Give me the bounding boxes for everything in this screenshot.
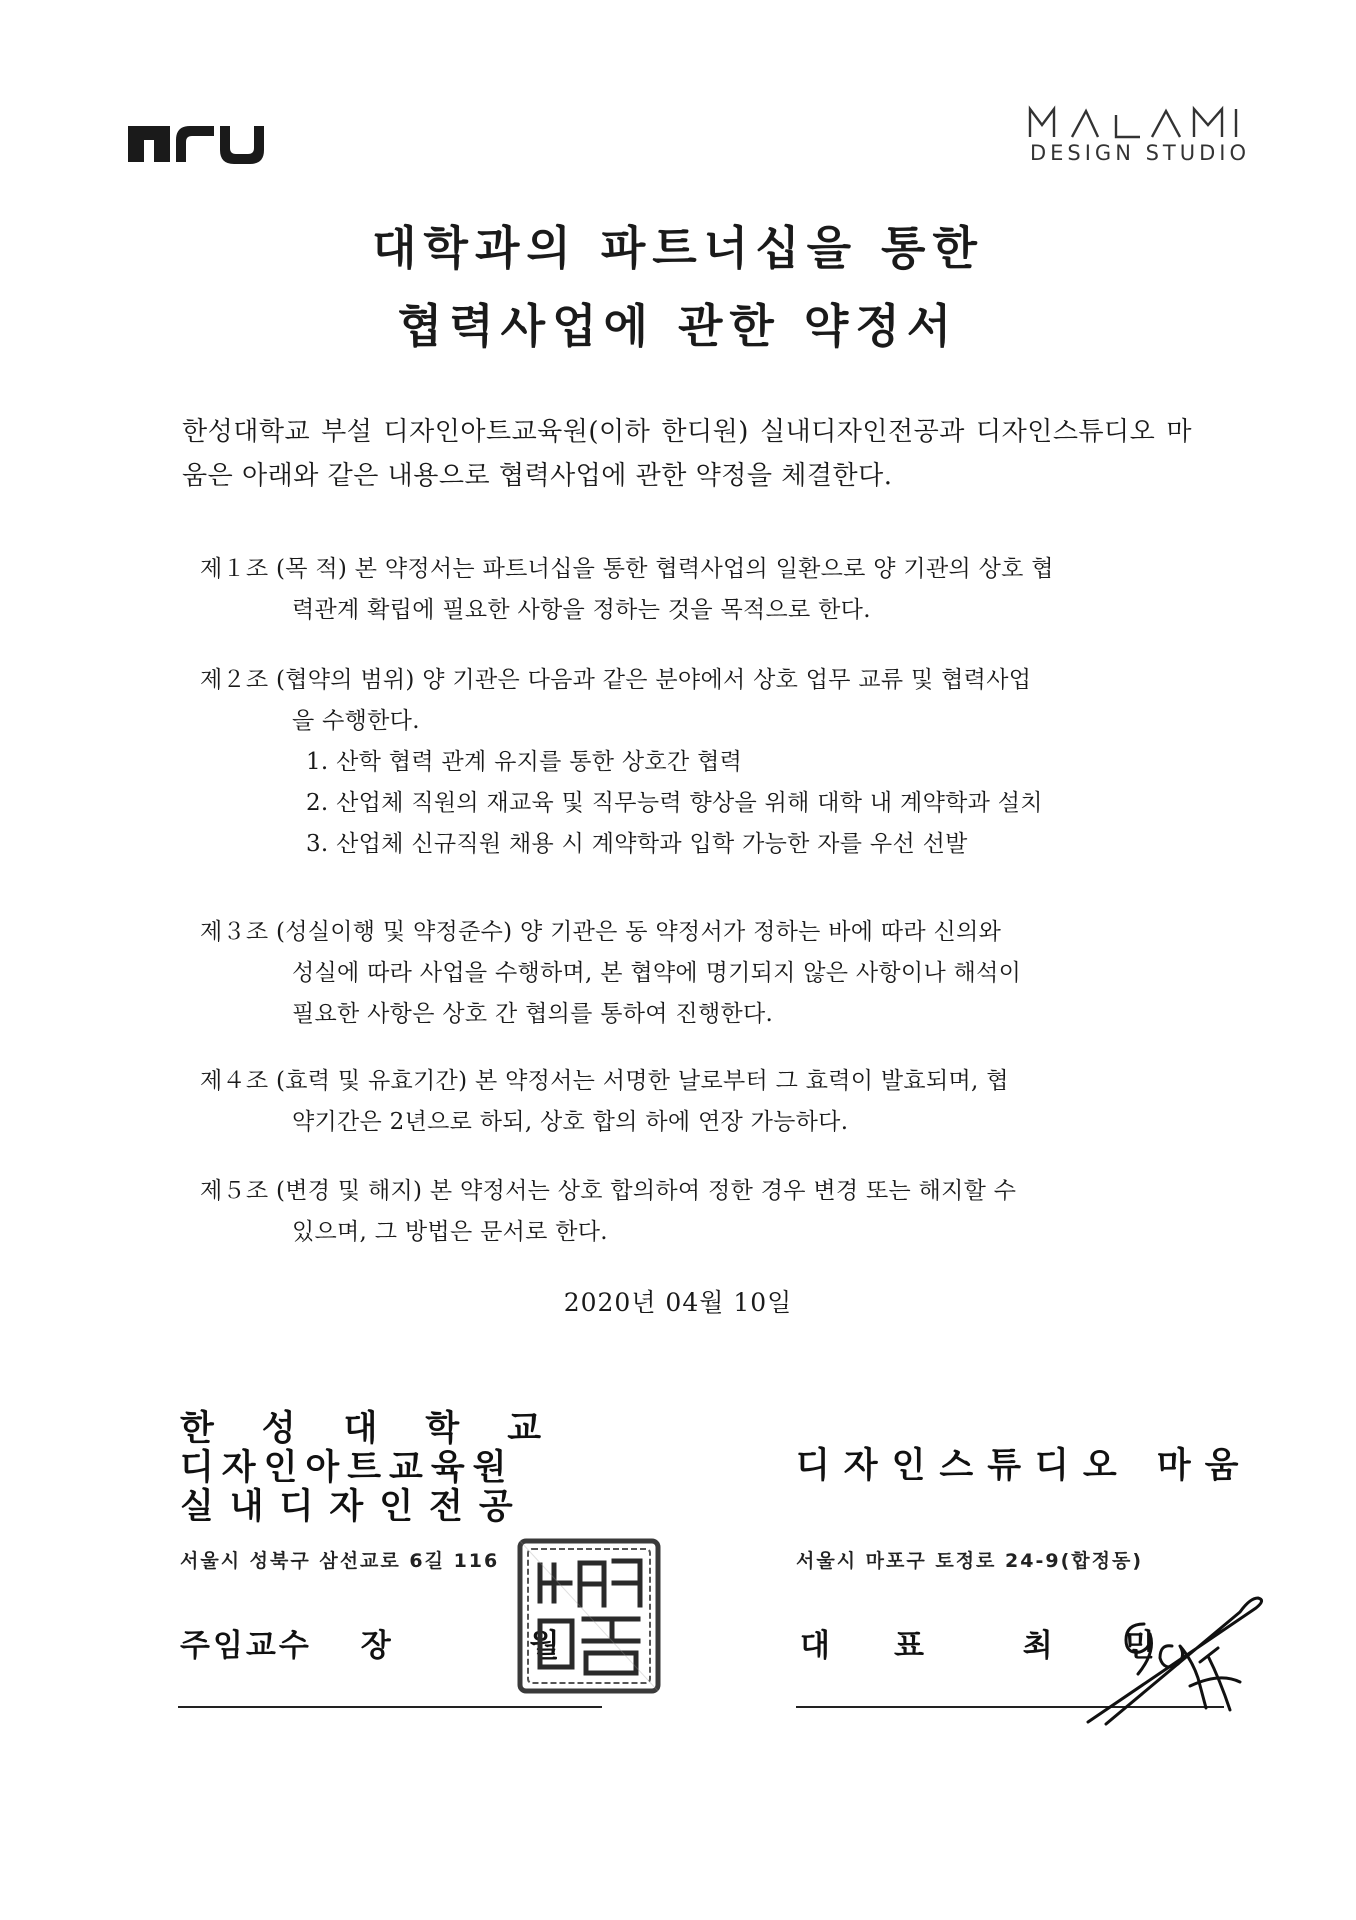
right-party-address: 서울시 마포구 토정로 24-9(합정동): [796, 1550, 1144, 1572]
left-org-line1: 한성대학교: [180, 1409, 590, 1449]
maum-logo-mark: [1010, 105, 1250, 139]
right-signer-name: 최민: [1022, 1628, 1227, 1664]
official-seal-stamp: [514, 1535, 664, 1697]
article-2-line2: 을 수행한다.: [292, 708, 420, 734]
left-party-address: 서울시 성북구 삼선교로 6길 116: [180, 1550, 500, 1572]
article-4-line2: 약기간은 2년으로 하되, 상호 합의 하에 연장 가능하다.: [292, 1109, 849, 1135]
document-title-line1: 대학과의 파트너십을 통한: [372, 221, 984, 275]
article-5: [200, 1171, 1190, 1253]
article-5-line1: 제５조 (변경 및 해지) 본 약정서는 상호 합의하여 정한 경우 변경 또는 해지할 수: [200, 1178, 1017, 1204]
article-2-line1: 제２조 (협약의 범위) 양 기관은 다음과 같은 분야에서 상호 업무 교류 및 협력사업: [200, 667, 1032, 693]
left-org-line3: 실내디자인전공: [180, 1487, 529, 1527]
article-1: [200, 549, 1190, 631]
article-5-line2: 있으며, 그 방법은 문서로 한다.: [292, 1219, 608, 1245]
article-2-item-2: 2. 산업체 직원의 재교육 및 직무능력 향상을 위해 대학 내 계약학과 설치: [306, 790, 1043, 816]
right-signer-role: 대표: [800, 1628, 988, 1664]
article-2: [200, 660, 1190, 865]
right-party-org: [796, 1447, 1252, 1486]
document-title-line2: 협력사업에 관한 약정서: [397, 299, 959, 353]
article-4-line1: 제４조 (효력 및 유효기간) 본 약정서는 서명한 날로부터 그 효력이 발효되며, 협: [200, 1068, 1009, 1094]
handwritten-signature: [1080, 1590, 1270, 1730]
right-org-name: 디자인스튜디오 마움: [796, 1446, 1253, 1486]
left-signature-line: [178, 1706, 602, 1708]
design-studio-text: DESIGN STUDIO: [1029, 141, 1250, 165]
left-signer-name: 장 월: [360, 1628, 624, 1664]
left-org-line2: 디자인아트교육원: [180, 1448, 515, 1488]
article-1-line2: 력관계 확립에 필요한 사항을 정하는 것을 목적으로 한다.: [292, 597, 871, 623]
maum-design-studio-logo: [1010, 105, 1250, 175]
article-2-item-1: 1. 산학 협력 관계 유지를 통한 상호간 협력: [306, 749, 743, 775]
article-3-line2: 성실에 따라 사업을 수행하며, 본 협약에 명기되지 않은 사항이나 해석이: [292, 960, 1022, 986]
hsu-logo: [128, 120, 273, 168]
article-1-line1: 제１조 (목 적) 본 약정서는 파트너십을 통한 협력사업의 일환으로 양 기관의 상호 협: [200, 556, 1054, 582]
article-2-item-3: 3. 산업체 신규직원 채용 시 계약학과 입학 가능한 자를 우선 선발: [306, 831, 968, 857]
article-4: [200, 1061, 1190, 1143]
left-party-org: [180, 1410, 589, 1527]
article-3: [200, 912, 1190, 1035]
left-signer-role: 주임교수: [180, 1628, 312, 1664]
intro-paragraph: 한성대학교 부설 디자인아트교육원(이하 한디원) 실내디자인전공과 디자인스튜디오 마움은 아래와 같은 내용으로 협력사업에 관한 약정을 체결한다.: [182, 417, 1192, 491]
article-3-line3: 필요한 사항은 상호 간 협의를 통하여 진행한다.: [292, 1001, 774, 1027]
article-3-line1: 제３조 (성실이행 및 약정준수) 양 기관은 동 약정서가 정하는 바에 따라 신의와: [200, 919, 1002, 945]
agreement-date: 2020년 04월 10일: [563, 1288, 793, 1317]
